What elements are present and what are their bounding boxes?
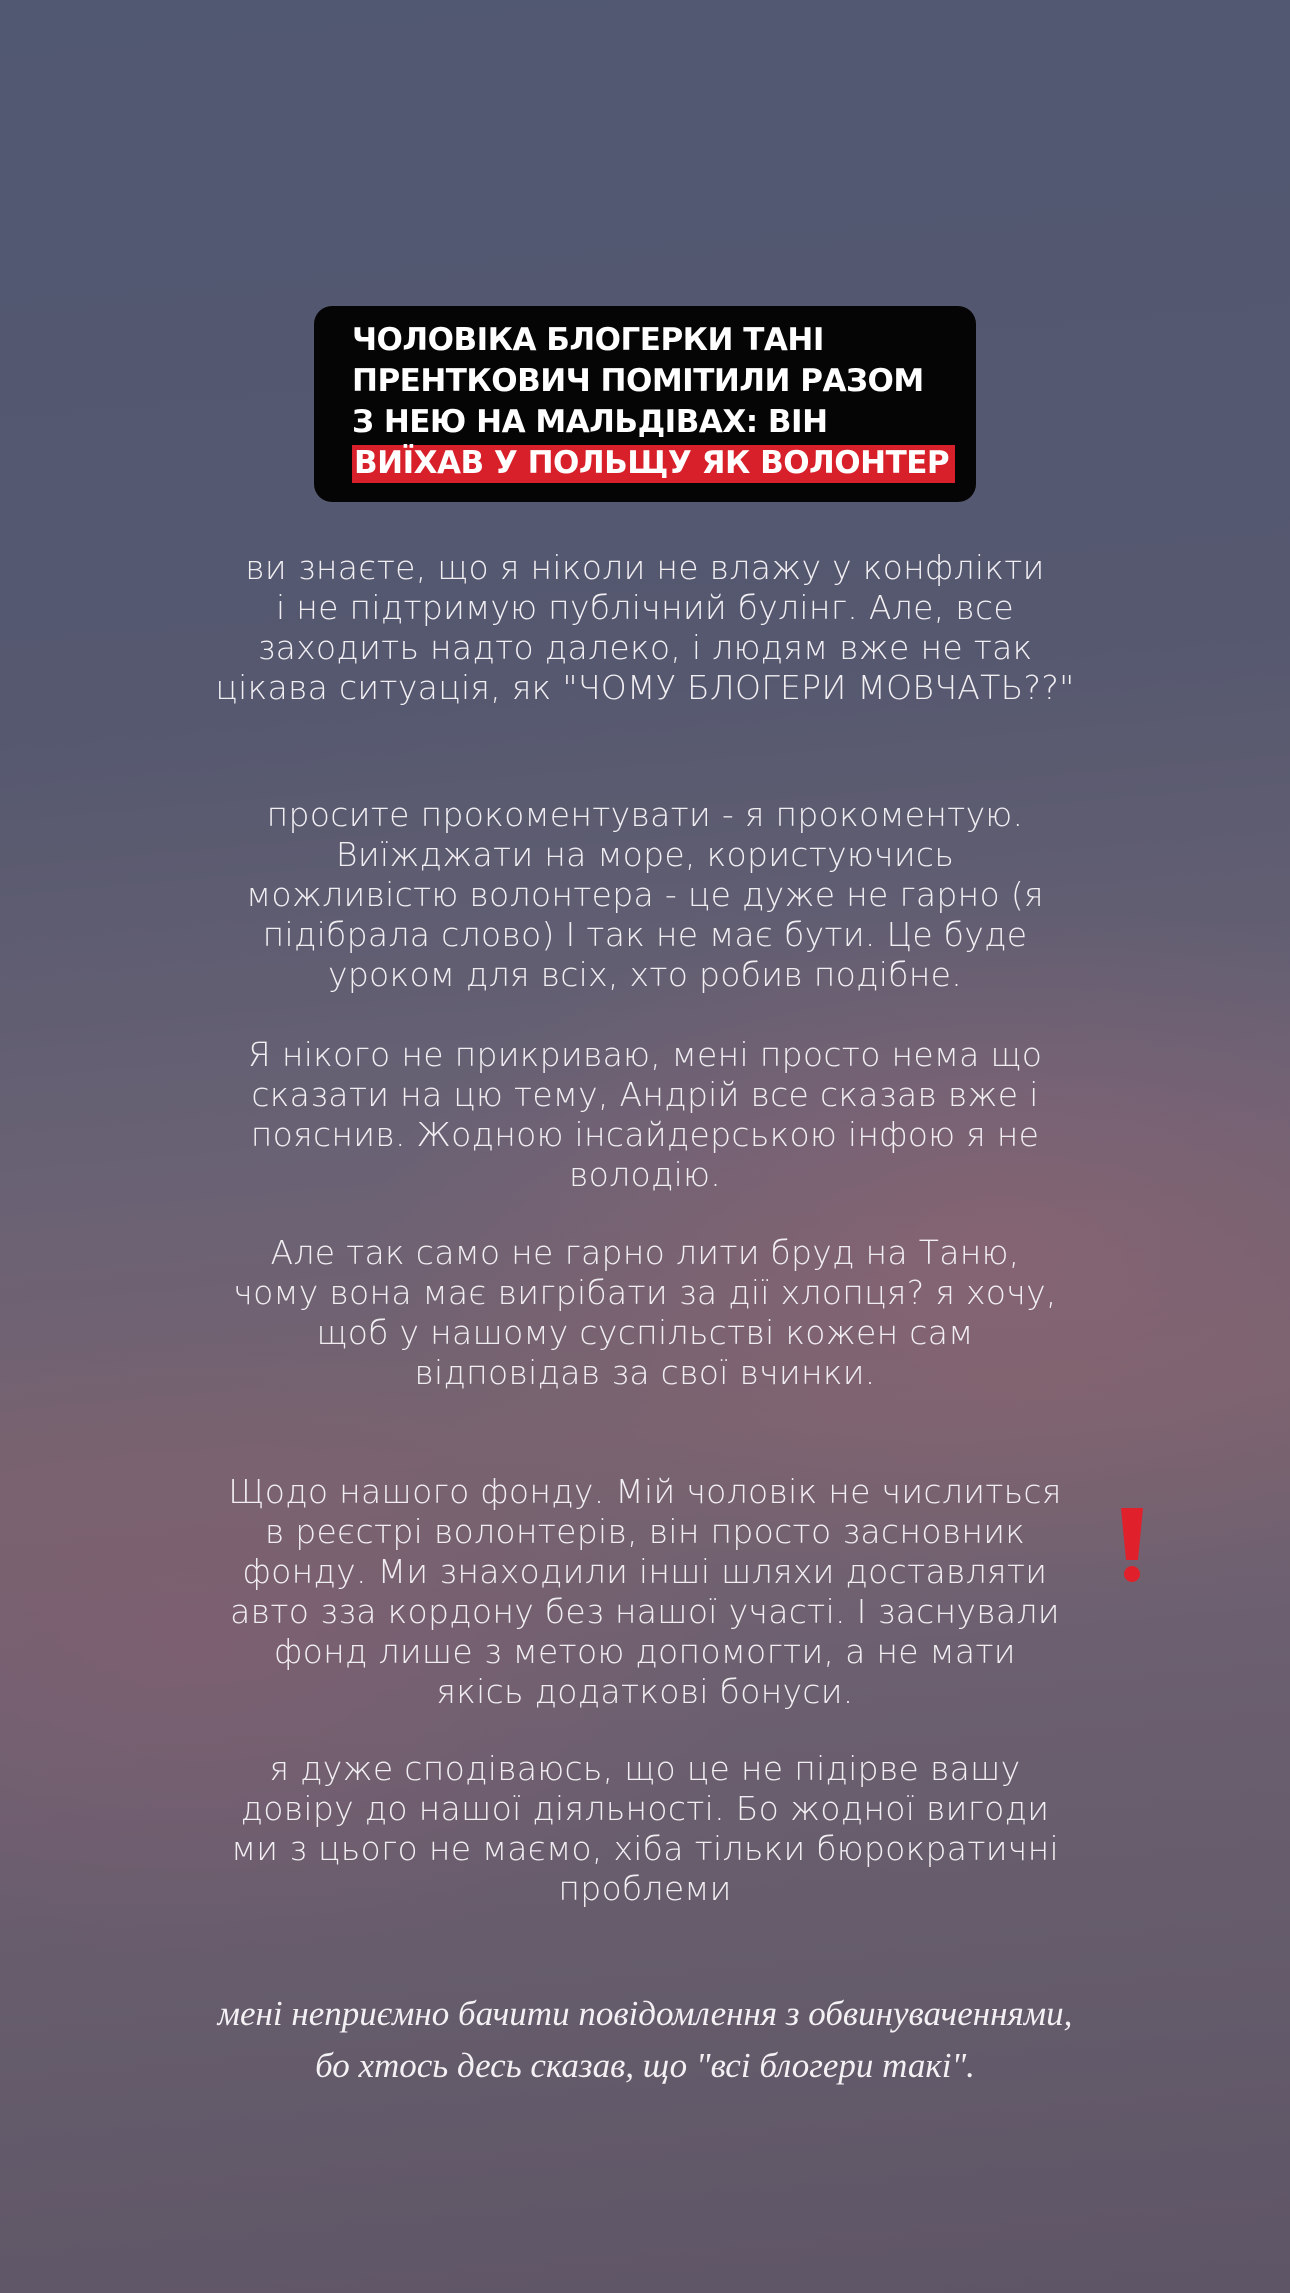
headline-line-3: З НЕЮ НА МАЛЬДІВАХ: ВІН bbox=[352, 404, 828, 440]
paragraph-line: Але так само не гарно лити бруд на Таню, bbox=[270, 1233, 1020, 1272]
paragraph-line: в реєстрі волонтерів, він просто засновник bbox=[264, 1512, 1026, 1551]
paragraph-line: Я нікого не прикриваю, мені просто нема що bbox=[247, 1035, 1043, 1074]
paragraph-line: пояснив. Жодною інсайдерською інфою я не bbox=[250, 1115, 1040, 1154]
headline-highlight-text: ВИЇХАВ У ПОЛЬЩУ ЯК ВОЛОНТЕР bbox=[352, 445, 955, 483]
closing-note-line: мені неприємно бачити повідомлення з обвинуваченнями, bbox=[217, 1994, 1073, 2033]
paragraph-line: авто зза кордону без нашої участі. І заснували bbox=[230, 1592, 1060, 1631]
paragraph-line: ви знаєте, що я ніколи не влажу у конфлікти bbox=[245, 548, 1045, 587]
paragraph-line: заходить надто далеко, і людям вже не так bbox=[257, 628, 1033, 667]
paragraph-defend-tanya bbox=[120, 1233, 1170, 1393]
paragraph-intro bbox=[120, 548, 1170, 708]
paragraph-line: довіру до нашої діяльності. Бо жодної вигоди bbox=[240, 1789, 1050, 1828]
closing-italic-note bbox=[100, 1988, 1190, 2092]
closing-note-line: бо хтось десь сказав, що "всі блогери такі". bbox=[315, 2046, 975, 2085]
paragraph-line: можливістю волонтера - це дуже не гарно (я bbox=[246, 875, 1044, 914]
paragraph-line: щоб у нашому суспільстві кожен сам bbox=[316, 1313, 974, 1352]
paragraph-line: цікава ситуація, як "ЧОМУ БЛОГЕРИ МОВЧАТЬ??" bbox=[215, 668, 1075, 707]
headline-line-2: ПРЕНТКОВИЧ ПОМІТИЛИ РАЗОМ bbox=[352, 363, 924, 399]
paragraph-line: якісь додаткові бонуси. bbox=[436, 1672, 854, 1711]
paragraph-line: чому вона має вигрібати за дії хлопця? я хочу, bbox=[233, 1273, 1057, 1312]
paragraph-line: Щодо нашого фонду. Мій чоловік не числиться bbox=[228, 1472, 1062, 1511]
paragraph-line: просите прокоментувати - я прокоментую. bbox=[266, 795, 1024, 834]
paragraph-line: уроком для всіх, хто робив подібне. bbox=[327, 955, 962, 994]
paragraph-not-covering bbox=[120, 1035, 1170, 1195]
paragraph-line: і не підтримую публічний булінг. Але, все bbox=[275, 588, 1014, 627]
headline-line-4-highlighted bbox=[352, 443, 954, 484]
paragraph-line: ми з цього не маємо, хіба тільки бюрократичні bbox=[231, 1829, 1059, 1868]
paragraph-line: підібрала слово) І так не має бути. Це буде bbox=[262, 915, 1028, 954]
paragraph-line: сказати на цю тему, Андрій все сказав вже і bbox=[251, 1075, 1039, 1114]
news-headline-card bbox=[314, 306, 976, 502]
paragraph-line: відповідав за свої вчинки. bbox=[414, 1353, 876, 1392]
paragraph-line: фонд лише з метою допомогти, а не мати bbox=[274, 1632, 1016, 1671]
paragraph-comment bbox=[120, 795, 1170, 995]
paragraph-trust bbox=[120, 1749, 1170, 1909]
paragraph-line: проблеми bbox=[558, 1869, 732, 1908]
paragraph-foundation bbox=[120, 1472, 1170, 1712]
paragraph-line: я дуже сподіваюсь, що це не підірве вашу bbox=[269, 1749, 1021, 1788]
headline-line-1: ЧОЛОВІКА БЛОГЕРКИ ТАНІ bbox=[352, 322, 824, 358]
red-exclamation-mark-icon bbox=[1112, 1506, 1152, 1586]
paragraph-line: володію. bbox=[568, 1155, 722, 1194]
paragraph-line: Виїжджати на море, користуючись bbox=[335, 835, 955, 874]
paragraph-line: фонду. Ми знаходили інші шляхи доставляти bbox=[242, 1552, 1048, 1591]
